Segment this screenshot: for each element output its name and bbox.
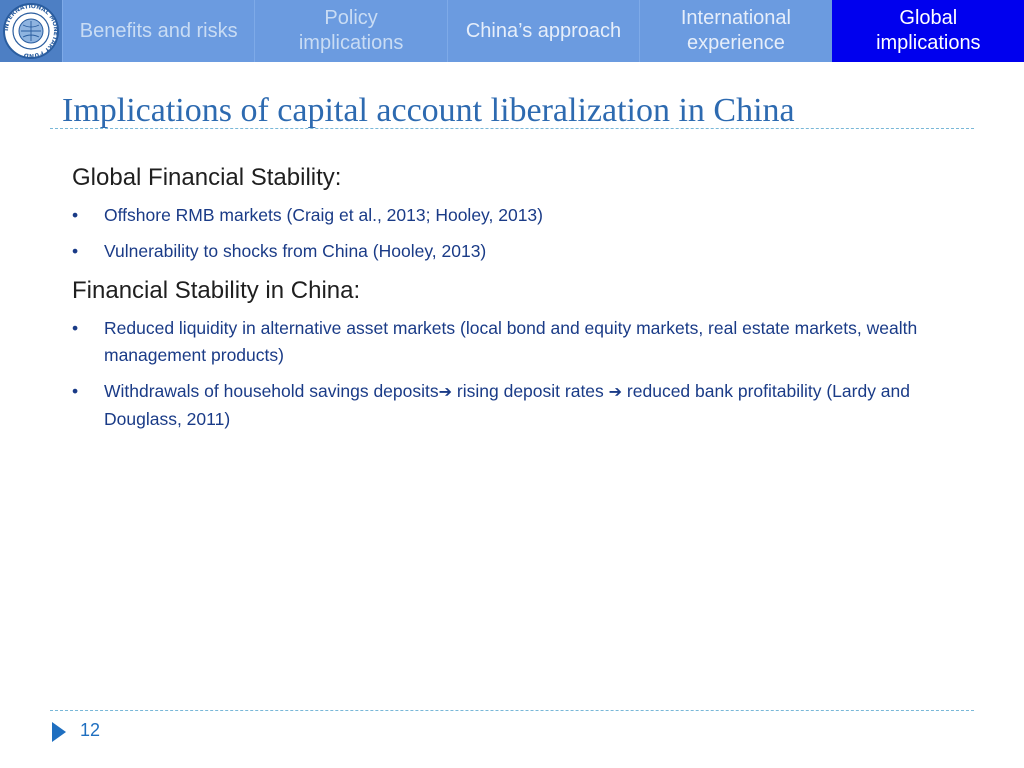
bullet-dot-icon: • <box>72 241 79 261</box>
bullet-text: Vulnerability to shocks from China (Hooley, 2013) <box>104 241 487 261</box>
imf-logo <box>0 0 62 62</box>
section-heading-financial-stability-china: Financial Stability in China: <box>72 277 361 304</box>
tab-chinas-approach[interactable]: China’s approach <box>447 0 639 62</box>
bullet-text-part: rising deposit rates <box>452 381 609 401</box>
title-divider <box>50 128 974 129</box>
bullet-dot-icon: • <box>72 381 79 401</box>
bullet-text: Reduced liquidity in alternative asset markets (local bond and equity markets, real estate markets, wealth management products) <box>104 318 918 365</box>
bullet-text-part: reduced bank profitability (Lardy and Douglass, 2011) <box>104 381 911 429</box>
slide-title: Implications of capital account liberalization in China <box>62 92 795 129</box>
svg-text:INTERNATIONAL MONETARY FUND: INTERNATIONAL MONETARY FUND <box>2 2 60 60</box>
bullet-item <box>72 202 952 229</box>
bullet-list-china <box>72 315 952 433</box>
bullet-text-part: Withdrawals of household savings deposits <box>104 381 439 401</box>
bullet-text: Offshore RMB markets (Craig et al., 2013; Hooley, 2013) <box>104 205 543 225</box>
bullet-item <box>72 315 952 369</box>
tab-policy-implications[interactable]: Policy implications <box>254 0 446 62</box>
top-navigation-bar <box>0 0 1024 62</box>
triangle-right-icon <box>52 722 66 742</box>
imf-seal-icon <box>2 2 60 60</box>
tab-international-experience[interactable]: International experience <box>639 0 831 62</box>
bullet-item <box>72 378 952 433</box>
slide-body <box>72 164 952 442</box>
footer-divider <box>50 710 974 711</box>
section-heading-global-financial-stability: Global Financial Stability: <box>72 164 342 191</box>
bullet-list-global <box>72 202 952 265</box>
tab-global-implications[interactable]: Global implications <box>832 0 1024 62</box>
bullet-dot-icon: • <box>72 205 79 225</box>
arrow-right-icon: ➔ <box>608 384 623 401</box>
bullet-item <box>72 238 952 265</box>
tab-benefits-and-risks[interactable]: Benefits and risks <box>62 0 254 62</box>
arrow-right-icon: ➔ <box>438 384 453 401</box>
page-number: 12 <box>80 720 101 740</box>
bullet-dot-icon: • <box>72 318 79 338</box>
